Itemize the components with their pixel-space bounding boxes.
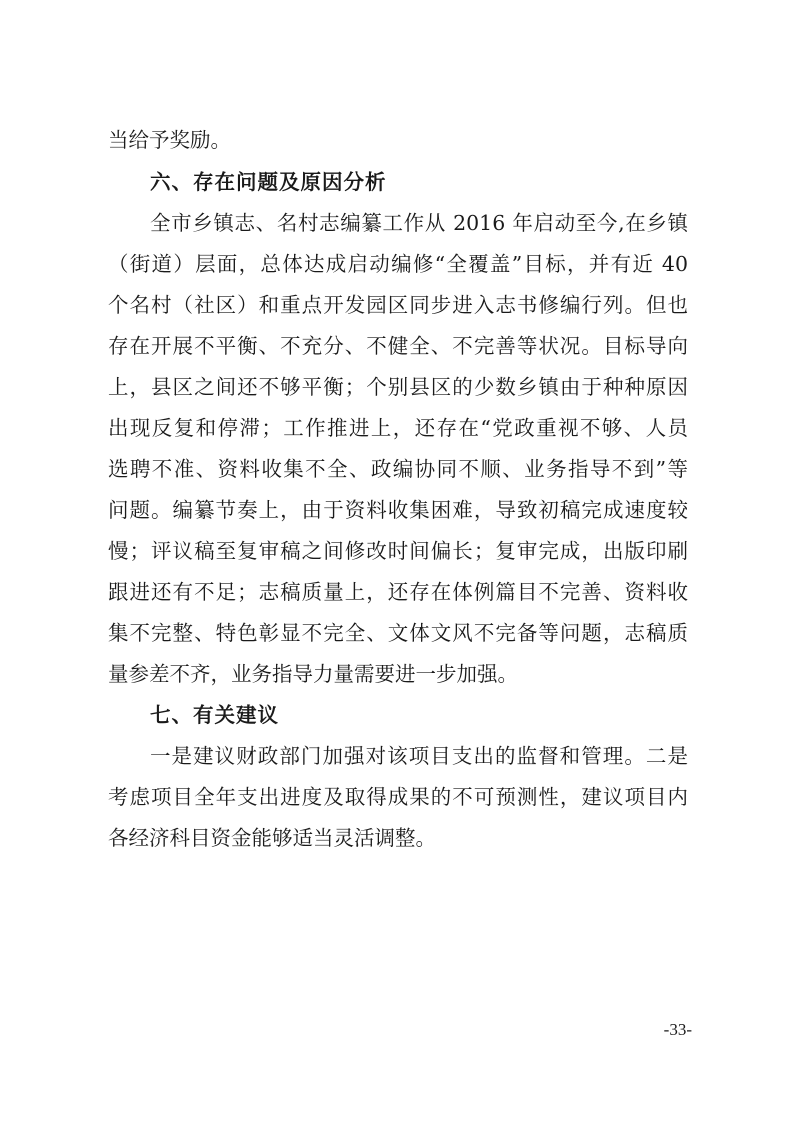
continuation-line: 当给予奖励。 xyxy=(108,128,231,152)
paragraph-line: 各经济科目资金能够适当灵活调整。 xyxy=(108,826,436,850)
paragraph-line: 量参差不齐，业务指导力量需要进一步加强。 xyxy=(108,662,518,686)
paragraph-line: 个名村（社区）和重点开发园区同步进入志书修编行列。但也 xyxy=(108,293,688,317)
paragraph-line: 选聘不准、资料收集不全、政编协同不顺、业务指导不到”等 xyxy=(108,457,688,481)
section-seven-heading: 七、有关建议 xyxy=(150,703,279,727)
paragraph-line: 集不完整、特色彰显不完全、文体文风不完备等问题，志稿质 xyxy=(108,621,688,645)
paragraph-line: 问题。编纂节奏上，由于资料收集困难，导致初稿完成速度较 xyxy=(108,498,688,522)
paragraph-line: 考虑项目全年支出进度及取得成果的不可预测性，建议项目内 xyxy=(108,785,688,809)
paragraph-line: 一是建议财政部门加强对该项目支出的监督和管理。二是 xyxy=(150,744,688,768)
paragraph-line: 跟进还有不足；志稿质量上，还存在体例篇目不完善、资料收 xyxy=(108,580,688,604)
paragraph-line: 慢；评议稿至复审稿之间修改时间偏长；复审完成，出版印刷 xyxy=(108,539,688,563)
paragraph-line: 出现反复和停滞；工作推进上，还存在“党政重视不够、人员 xyxy=(108,416,688,440)
paragraph-line: 上，县区之间还不够平衡；个别县区的少数乡镇由于种种原因 xyxy=(108,375,688,399)
paragraph-line: （街道）层面，总体达成启动编修“全覆盖”目标，并有近 40 xyxy=(108,252,688,276)
section-six-heading: 六、存在问题及原因分析 xyxy=(150,170,387,194)
paragraph-line: 存在开展不平衡、不充分、不健全、不完善等状况。目标导向 xyxy=(108,334,688,358)
paragraph-line: 全市乡镇志、名村志编纂工作从 2016 年启动至今,在乡镇 xyxy=(150,211,688,235)
page-number: -33- xyxy=(663,1020,692,1039)
